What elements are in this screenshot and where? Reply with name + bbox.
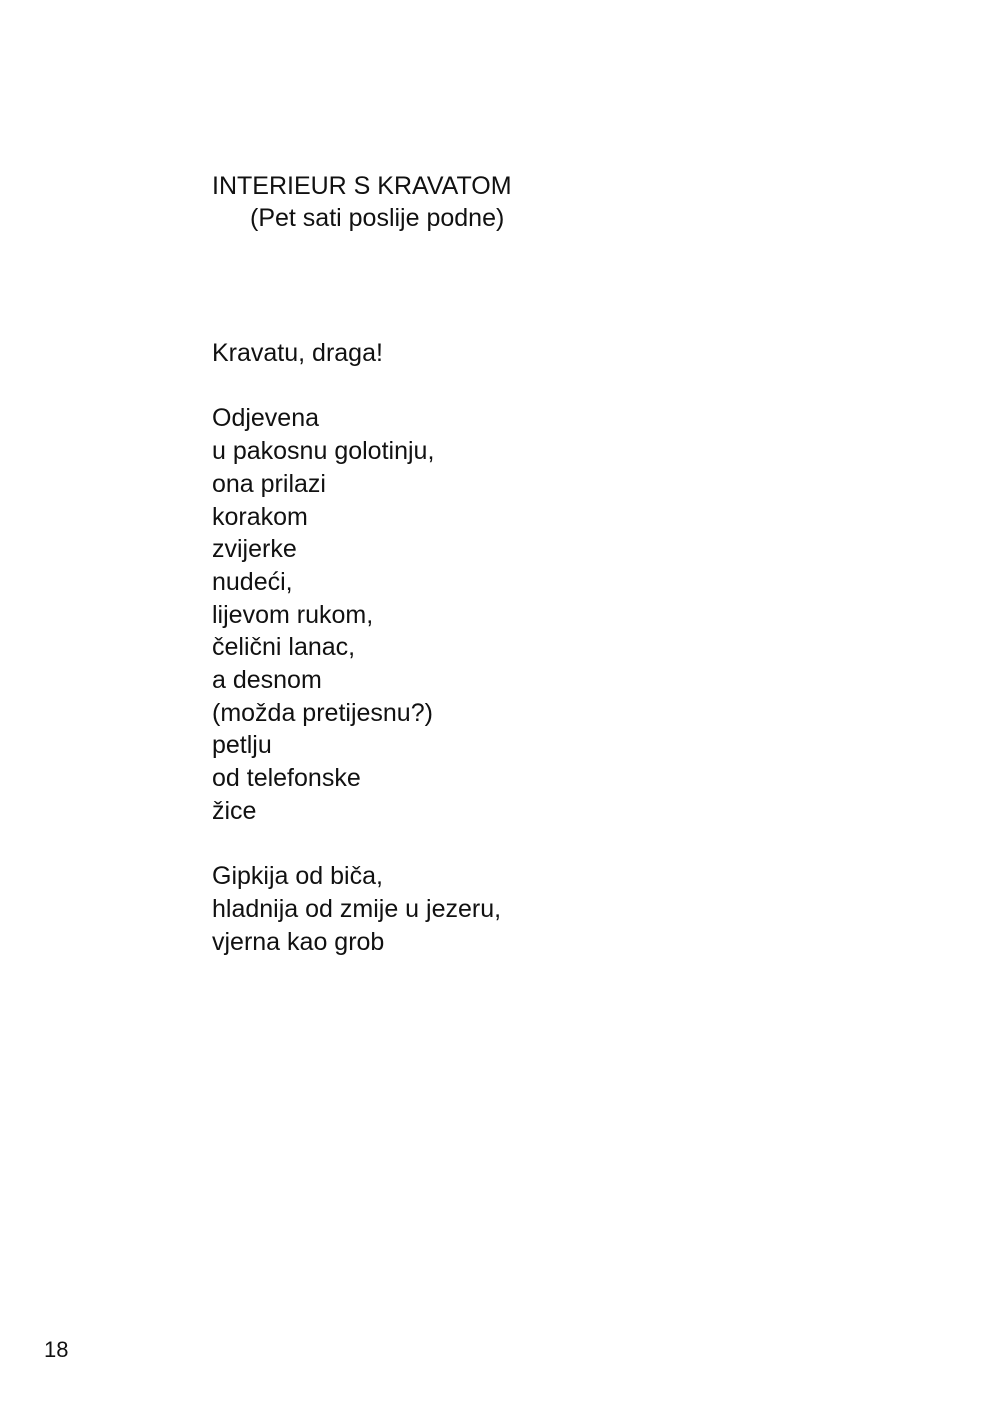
stanza <box>212 337 501 370</box>
poem-line: Odjevena <box>212 404 320 433</box>
poem-line: lijevom rukom, <box>212 600 374 629</box>
page-number: 18 <box>44 1337 69 1362</box>
poem-subtitle: (Pet sati poslije podne) <box>250 204 505 232</box>
poem-line: žice <box>212 796 257 825</box>
poem-line: ona prilazi <box>212 469 326 498</box>
poem-body <box>212 337 501 991</box>
poem-line: vjerna kao grob <box>212 927 385 956</box>
poem-line: Kravatu, draga! <box>212 339 383 367</box>
poem-line: hladnija od zmije u jezeru, <box>212 894 502 923</box>
poem-title: INTERIEUR S KRAVATOM <box>212 172 512 200</box>
poem-line: čelični lanac, <box>212 633 356 662</box>
poem-line: korakom <box>212 502 308 531</box>
poem-line: u pakosnu golotinju, <box>212 437 435 466</box>
poem-line: zvijerke <box>212 535 297 564</box>
stanza <box>212 860 501 958</box>
poem-line: petlju <box>212 731 272 760</box>
poem-line: Gipkija od biča, <box>212 862 383 891</box>
stanza <box>212 402 501 827</box>
poem-line: nudeći, <box>212 567 293 596</box>
poem-line: od telefonske <box>212 764 361 793</box>
poem-line: (možda pretijesnu?) <box>212 698 433 727</box>
poem-line: a desnom <box>212 666 322 695</box>
